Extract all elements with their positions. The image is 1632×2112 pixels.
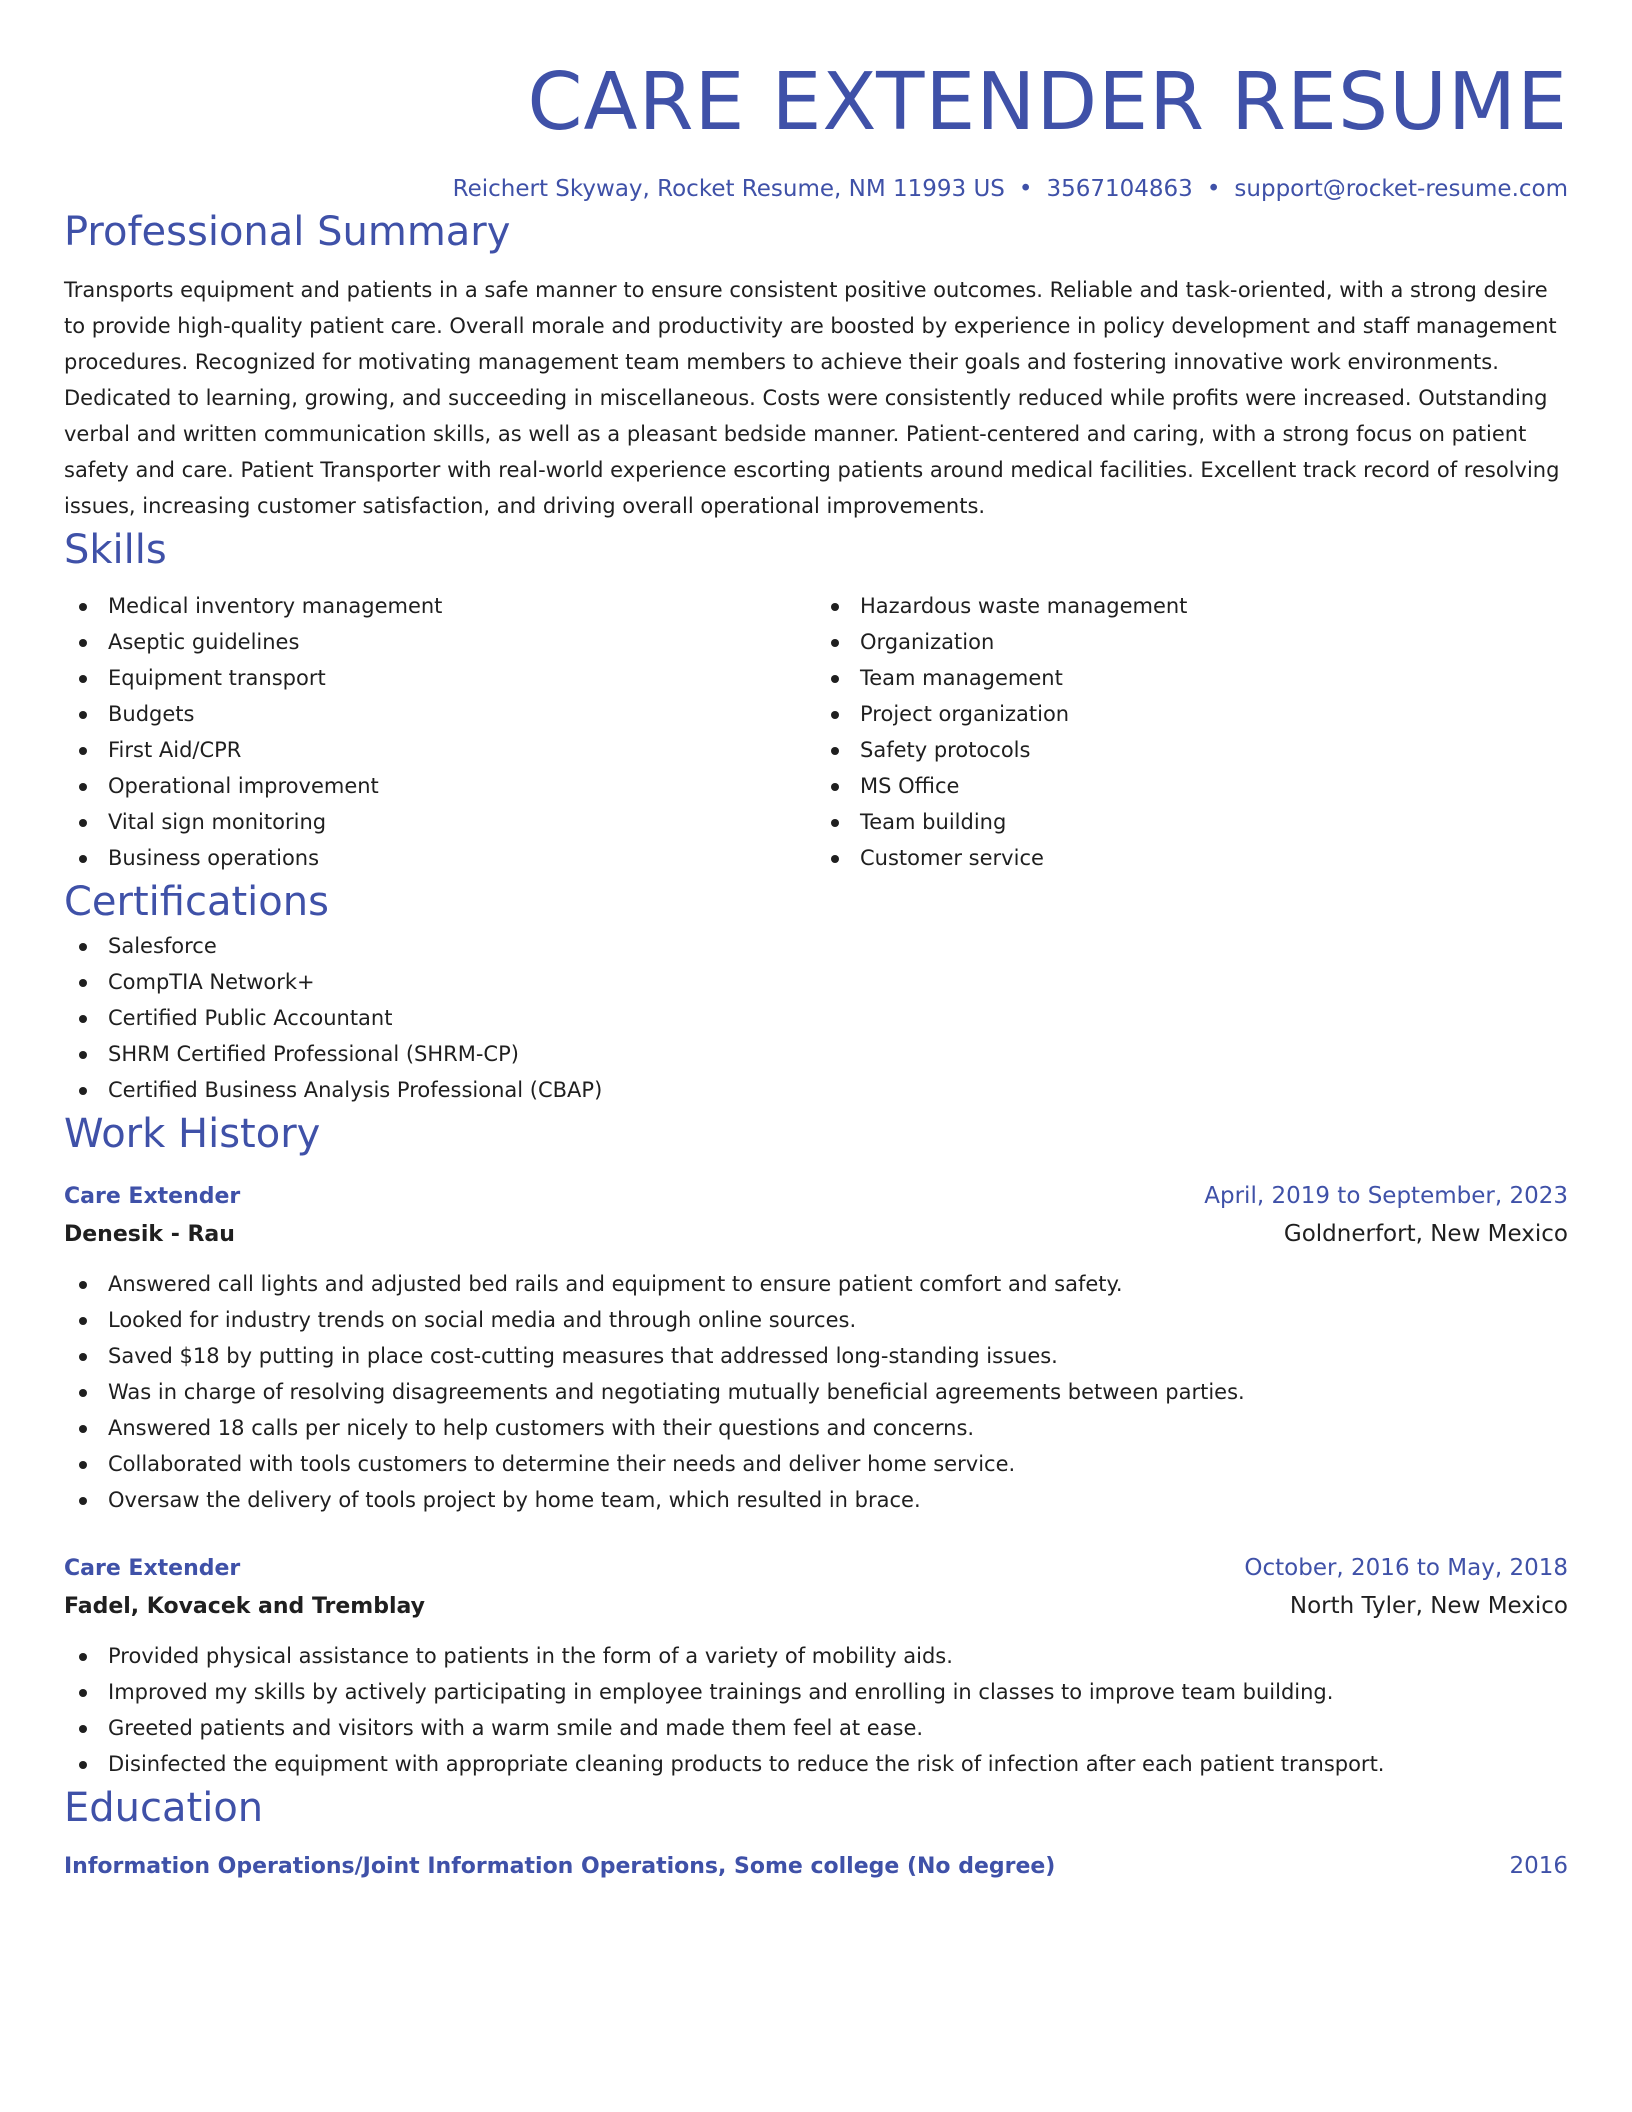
- skill-item: Business operations: [64, 840, 816, 876]
- skill-item: First Aid/CPR: [64, 732, 816, 768]
- certification-item: SHRM Certified Professional (SHRM-CP): [64, 1036, 1568, 1072]
- summary-text: Transports equipment and patients in a safe manner to ensure consistent positive outcomes. Reliable and task-oriented, with a strong desire to provide high-quality patient care. Overall morale and productivity are boosted by experience in policy development and staff management procedures. Recognized for motivating management team members to achieve their goals and fostering innovative work environments. Dedicated to learning, growing, and succeeding in miscellaneous. Costs were consistently reduced while profits were increased. Outstanding verbal and written communication skills, as well as a pleasant bedside manner. Patient-centered and caring, with a strong focus on patient safety and care. Patient Transporter with real-world experience escorting patients around medical facilities. Excellent track record of resolving issues, increasing customer satisfaction, and driving overall operational improvements.: [64, 278, 1560, 518]
- education-degree: Information Operations/Joint Information Operations, Some college (No degree): [64, 1854, 1056, 1879]
- contact-separator: •: [1018, 176, 1033, 202]
- job-bullet: Provided physical assistance to patients in the form of a variety of mobility aids.: [64, 1638, 1568, 1674]
- resume-title: CARE EXTENDER RESUME: [527, 56, 1568, 148]
- job-location: Goldnerfort, New Mexico: [1283, 1221, 1568, 1247]
- certification-item: Salesforce: [64, 928, 1568, 964]
- summary-heading: Professional Summary: [64, 209, 511, 255]
- skills-right-list: [816, 588, 1568, 876]
- contact-email: support@rocket-resume.com: [1234, 176, 1568, 202]
- job-company-row: [64, 1587, 1568, 1626]
- job-entry: [64, 1550, 1568, 1782]
- job-bullets: [64, 1638, 1568, 1782]
- job-title: Care Extender: [64, 1184, 241, 1209]
- contact-address: Reichert Skyway, Rocket Resume, NM 11993 US: [452, 176, 1005, 202]
- skill-item: Medical inventory management: [64, 588, 816, 624]
- skills-left-list: [64, 588, 816, 876]
- job-title-row: [64, 1178, 1568, 1215]
- job-bullet: Improved my skills by actively participating in employee trainings and enrolling in classes to improve team building.: [64, 1674, 1568, 1710]
- skills-columns: [64, 588, 1568, 876]
- job-title-row: [64, 1550, 1568, 1587]
- job-bullets: [64, 1266, 1568, 1518]
- skill-item: Safety protocols: [816, 732, 1568, 768]
- job-bullet: Was in charge of resolving disagreements and negotiating mutually beneficial agreements between parties.: [64, 1374, 1568, 1410]
- skill-item: Team management: [816, 660, 1568, 696]
- certifications-list: [64, 928, 1568, 1108]
- job-company: Denesik - Rau: [64, 1222, 235, 1247]
- skill-item: Equipment transport: [64, 660, 816, 696]
- certification-item: Certified Public Accountant: [64, 1000, 1568, 1036]
- skill-item: Team building: [816, 804, 1568, 840]
- job-bullet: Saved $18 by putting in place cost-cutting measures that addressed long-standing issues.: [64, 1338, 1568, 1374]
- contact-separator: •: [1206, 176, 1221, 202]
- job-company: Fadel, Kovacek and Tremblay: [64, 1594, 426, 1619]
- job-company-row: [64, 1215, 1568, 1254]
- education-year: 2016: [1509, 1853, 1568, 1879]
- certifications-heading: Certifications: [64, 879, 329, 925]
- resume-header: [64, 0, 1568, 206]
- job-bullet: Disinfected the equipment with appropriate cleaning products to reduce the risk of infection after each patient transport.: [64, 1746, 1568, 1782]
- work-history-heading: Work History: [64, 1111, 321, 1157]
- education-entry: [64, 1848, 1568, 1885]
- contact-line: [64, 172, 1568, 206]
- job-bullet: Answered call lights and adjusted bed rails and equipment to ensure patient comfort and safety.: [64, 1266, 1568, 1302]
- skill-item: Operational improvement: [64, 768, 816, 804]
- skill-item: Vital sign monitoring: [64, 804, 816, 840]
- skill-item: Project organization: [816, 696, 1568, 732]
- education-heading: Education: [64, 1785, 264, 1831]
- job-bullet: Collaborated with tools customers to determine their needs and deliver home service.: [64, 1446, 1568, 1482]
- job-bullet: Looked for industry trends on social media and through online sources.: [64, 1302, 1568, 1338]
- skill-item: Hazardous waste management: [816, 588, 1568, 624]
- skill-item: Organization: [816, 624, 1568, 660]
- job-location: North Tyler, New Mexico: [1289, 1593, 1568, 1619]
- job-title: Care Extender: [64, 1556, 241, 1581]
- certification-item: Certified Business Analysis Professional (CBAP): [64, 1072, 1568, 1108]
- job-bullet: Greeted patients and visitors with a warm smile and made them feel at ease.: [64, 1710, 1568, 1746]
- job-entry: [64, 1178, 1568, 1518]
- contact-phone: 3567104863: [1046, 176, 1193, 202]
- skill-item: Budgets: [64, 696, 816, 732]
- skill-item: MS Office: [816, 768, 1568, 804]
- job-dates: April, 2019 to September, 2023: [1204, 1183, 1568, 1209]
- skill-item: Customer service: [816, 840, 1568, 876]
- certification-item: CompTIA Network+: [64, 964, 1568, 1000]
- job-bullet: Answered 18 calls per nicely to help customers with their questions and concerns.: [64, 1410, 1568, 1446]
- skills-heading: Skills: [64, 527, 167, 573]
- job-dates: October, 2016 to May, 2018: [1244, 1555, 1568, 1581]
- skill-item: Aseptic guidelines: [64, 624, 816, 660]
- job-bullet: Oversaw the delivery of tools project by home team, which resulted in brace.: [64, 1482, 1568, 1518]
